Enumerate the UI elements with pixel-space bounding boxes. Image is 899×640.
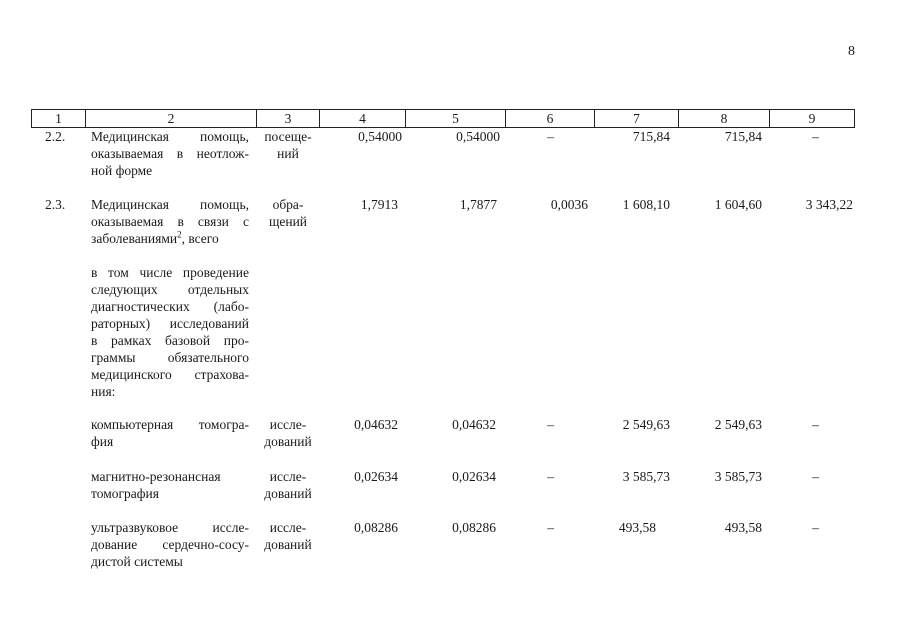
cell-col9: – [812,469,819,484]
cell-col8: 3 585,73 [714,469,762,484]
cell-col4: 1,7913 [360,197,398,212]
cell-col9: – [812,129,819,144]
row-name: компьютерная томогра- фия [91,417,249,449]
cell-col7: 715,84 [632,129,670,144]
cell-col8: 2 549,63 [714,417,762,432]
cell-col7: 2 549,63 [622,417,670,432]
column-header-9: 9 [769,110,855,127]
cell-col4: 0,04632 [354,417,398,432]
row-name: в том числе проведение следующих отдельных диагностических (лабо- раторных) исследований в рамках базовой про- граммы обязательного медицинского страхова- ния: [91,265,249,399]
row-code: 2.3. [45,197,66,212]
row-unit: иссле- дований [264,417,312,449]
cell-col8: 493,58 [724,520,762,535]
cell-col4: 0,08286 [354,520,398,535]
row-unit: иссле- дований [264,469,312,501]
column-header-6: 6 [505,110,594,127]
cell-col5: 0,08286 [452,520,496,535]
cell-col7: 493,58 [618,520,656,535]
cell-col6: 0,0036 [550,197,588,212]
cell-col6: – [547,129,554,144]
row-code: 2.2. [45,129,66,144]
cell-col9: 3 343,22 [805,197,853,212]
column-header-8: 8 [678,110,769,127]
cell-col6: – [547,469,554,484]
column-header-4: 4 [319,110,405,127]
cell-col6: – [547,417,554,432]
page-number: 8 [848,44,855,59]
cell-col7: 1 608,10 [622,197,670,212]
column-header-1: 1 [31,110,85,127]
cell-col5: 0,04632 [452,417,496,432]
row-name: Медицинская помощь, оказываемая в неотлож- ной форме [91,129,249,178]
column-number-header [31,109,855,128]
cell-col9: – [812,520,819,535]
row-name: ультразвуковое иссле- дование сердечно-сосу- дистой системы [91,520,249,569]
cell-col5: 0,02634 [452,469,496,484]
row-unit: обра- щений [268,197,308,229]
cell-col9: – [812,417,819,432]
row-name: магнитно-резонансная томография [91,469,221,501]
cell-col8: 1 604,60 [714,197,762,212]
cell-col4: 0,54000 [358,129,402,144]
cell-col4: 0,02634 [354,469,398,484]
cell-col5: 0,54000 [456,129,500,144]
row-name: Медицинская помощь, оказываемая в связи с заболеваниями$^2$, всего [91,197,249,246]
footnote-mark: 2 [177,229,182,240]
cell-col8: 715,84 [724,129,762,144]
row-unit: иссле- дований [264,520,312,552]
column-header-3: 3 [256,110,319,127]
column-header-2: 2 [85,110,256,127]
cell-col6: – [547,520,554,535]
cell-col7: 3 585,73 [622,469,670,484]
column-header-5: 5 [405,110,505,127]
cell-col5: 1,7877 [459,197,497,212]
column-header-7: 7 [594,110,678,127]
row-unit: посеще- ний [264,129,312,161]
